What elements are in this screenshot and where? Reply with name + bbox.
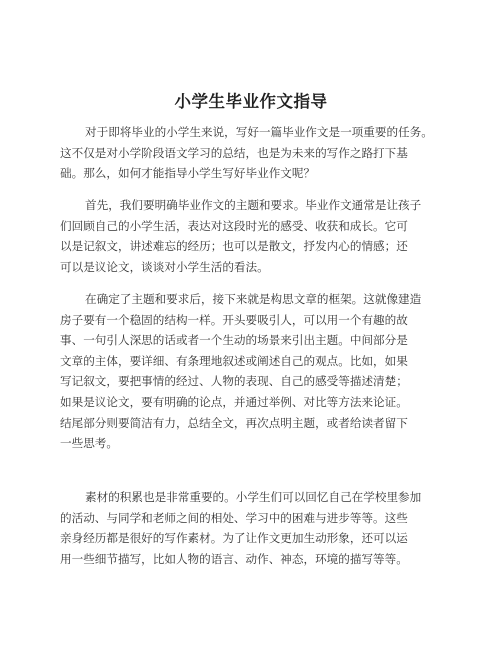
paragraph-line: 写记叙文，要把事情的经过、人物的表现、自己的感受等描述清楚； [60,374,408,389]
paragraph-materials [60,487,460,569]
paragraph-line: 一些思考。 [60,436,118,451]
paragraph-theme [60,195,460,277]
paragraph-line: 对于即将毕业的小学生来说，写好一篇毕业作文是一项重要的任务。 [85,125,433,139]
paragraph-line: 素材的积累也是非常重要的。小学生们可以回忆自己在学校里参加 [85,490,422,504]
document-title: 小学生毕业作文指导 [174,92,328,111]
paragraph-line: 的活动、与同学和老师之间的相处、学习中的困难与进步等等。这些 [60,510,408,525]
paragraph-line: 首先，我们要明确毕业作文的主题和要求。毕业作文通常是让孩子 [85,198,422,212]
paragraph-line: 在确定了主题和要求后，接下来就是构思文章的框架。这就像建造 [85,292,422,306]
paragraph-line: 如果是议论文，要有明确的论点，并通过举例、对比等方法来论证。 [60,394,408,409]
paragraph-line: 础。那么，如何才能指导小学生写好毕业作文呢？ [60,166,316,181]
paragraph-line: 这不仅是对小学阶段语文学习的总结，也是为未来的写作之路打下基 [60,145,408,160]
paragraph-line: 事、一句引人深思的话或者一个生动的场景来引出主题。中间部分是 [60,333,408,348]
paragraph-line: 亲身经历都是很好的写作素材。为了让作文更加生动形象，还可以运 [60,531,408,546]
paragraph-line: 文章的主体，要详细、有条理地叙述或阐述自己的观点。比如，如果 [60,353,408,368]
paragraph-line: 可以是议论文，谈谈对小学生活的看法。 [60,259,269,274]
paragraph-line: 结尾部分则要简洁有力，总结全文，再次点明主题，或者给读者留下 [60,415,408,430]
paragraph-intro [60,122,460,184]
paragraph-structure [60,289,460,454]
paragraph-line: 以是记叙文，讲述难忘的经历；也可以是散文，抒发内心的情感；还 [60,239,408,254]
paragraph-line: 用一些细节描写，比如人物的语言、动作、神态，环境的描写等等。 [60,551,408,566]
paragraph-line: 房子要有一个稳固的结构一样。开头要吸引人，可以用一个有趣的故 [60,312,408,327]
paragraph-line: 们回顾自己的小学生活，表达对这段时光的感受、收获和成长。它可 [60,218,408,233]
